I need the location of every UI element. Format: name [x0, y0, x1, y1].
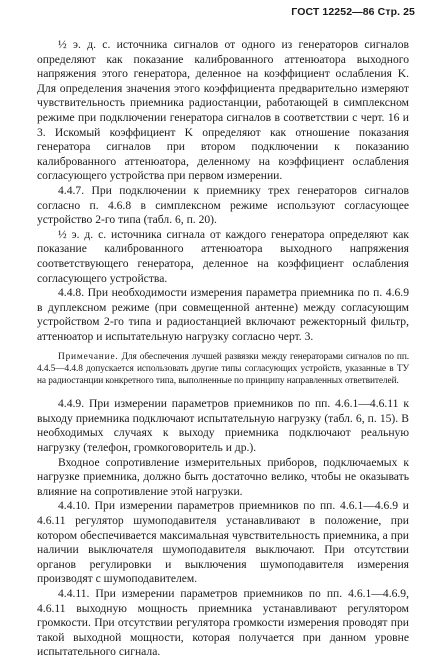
paragraph: 4.4.7. При подключении к приемнику трех генераторов сигналов согласно п. 4.6.8 в симплексном режиме используют согласующее устройство 2-го типа (табл. 6, п. 20).: [37, 183, 409, 227]
paragraph: 4.4.10. При измерении параметров приемников по пп. 4.6.1—4.6.9 и 4.6.11 регулятор шумоподавителя устанавливают в положение, при котором обеспечивается максимальная чувствительность приемника, а при наличии выключателя шумоподавителя выключают. При отсутствии органов регулировки и выключения шумоподавителя измерения производят с шумоподавителем.: [37, 499, 409, 586]
page-number: Стр. 25: [377, 6, 415, 18]
page-header: [291, 6, 415, 18]
paragraph: Входное сопротивление измерительных приборов, подключаемых к нагрузке приемника, должно быть достаточно велико, чтобы не оказывать влияние на сопротивление этой нагрузки.: [37, 455, 409, 498]
document-id: ГОСТ 12252—86: [291, 6, 375, 18]
paragraph: ½ э. д. с. источника сигнала от каждого генератора определяют как показание калиброванного аттенюатора выходного напряжения соответствующего генератора, деленное на коэффициент ослабления согласующего устройства.: [37, 227, 409, 285]
note-text: Для обеспечения лучшей развязки между генераторами сигналов по пп. 4.4.5—4.4.8 допускается использовать другие типы согласующих устройств, указанные в ТУ на радиостанции конкретного типа, выполненные по принципу направленных ответвителей.: [37, 352, 409, 386]
paragraph: ½ э. д. с. источника сигналов от одного из генераторов сигналов определяют как показание калиброванного аттенюатора выходного напряжения этого генератора, деленное на коэффициент ослабления K. Для определения значения этого коэффициента предварительно измеряют чувствительность приемника радиостанции, работающей в симплексном режиме при подключении генератора сигналов в соответствии с черт. 16 и 3. Искомый коэффициент K определяют как отношение показания генератора сигналов при втором подключении к показанию калиброванного аттенюатора, деленному на коэффициент ослабления согласующего устройства при первом измерении.: [37, 38, 409, 183]
paragraph: 4.4.8. При необходимости измерения параметра приемника по п. 4.6.9 в дуплексном режиме (при совмещенной антенне) между согласующим устройством 2-го типа и радиостанцией включают режекторный фильтр, аттенюатор и испытательную нагрузку согласно черт. 3.: [37, 286, 409, 343]
body-text: [37, 38, 409, 660]
paragraph: 4.4.9. При измерении параметров приемников по пп. 4.6.1—4.6.11 к выходу приемника подключают испытательную нагрузку (табл. 6, п. 15). В необходимых случаях к выходу приемника подключают реальную нагрузку (телефон, громкоговоритель и др.).: [37, 397, 409, 455]
paragraph: 4.4.11. При измерении параметров приемников по пп. 4.6.1—4.6.9, 4.6.11 выходную мощность приемника устанавливают регулятором громкости. При отсутствии регулятора громкости измерения проводят при такой выходной мощности, которая получается при данном уровне испытательного сигнала.: [37, 586, 409, 659]
note-lead: Примечание.: [58, 352, 119, 363]
note: [37, 352, 409, 387]
